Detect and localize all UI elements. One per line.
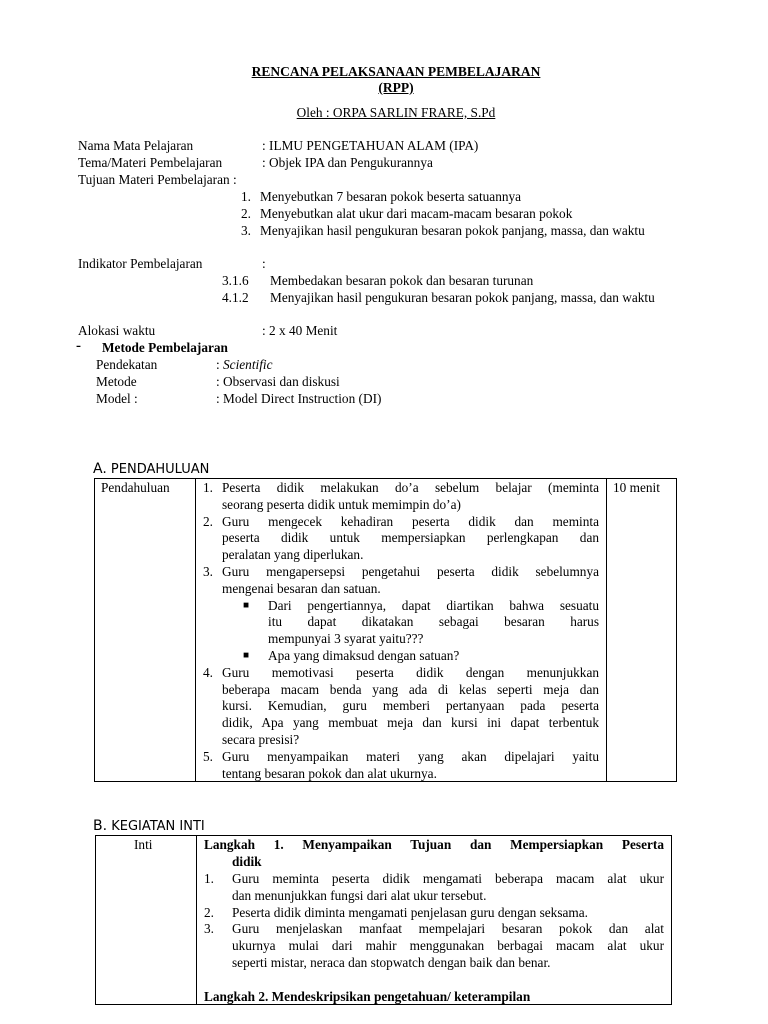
tujuan-num: 1. (241, 189, 251, 204)
metode-dash: - (76, 338, 81, 354)
activity-line (203, 749, 599, 766)
activity-line (204, 888, 664, 905)
activity-line (203, 530, 599, 547)
list-item-text: Peserta didik diminta mengamati penjelasan guru dengan seksama. (232, 904, 588, 920)
activity-line (204, 955, 664, 972)
step1-heading: Langkah 1. Menyampaikan Tujuan dan Mempersiapkan Peserta (204, 837, 664, 852)
pendahuluan-phase-label: Pendahuluan (101, 480, 170, 495)
list-number: 1. (203, 480, 213, 495)
list-item-text: kursi. Kemudian, guru memberi pertanyaan pada peserta (222, 698, 599, 714)
indikator-item: Membedakan besaran pokok dan besaran turunan (270, 273, 534, 288)
list-number: 2. (204, 904, 214, 920)
indikator-label: Indikator Pembelajaran (78, 256, 203, 271)
metode-label: Metode (96, 374, 137, 389)
step2-heading: Langkah 2. Mendeskripsikan pengetahuan/ keterampilan (204, 989, 531, 1004)
list-item-text: dan menunjukkan fungsi dari alat ukur tersebut. (232, 887, 487, 903)
list-item-text: peralatan yang diperlukan. (222, 547, 364, 563)
document-subtitle: (RPP) (378, 80, 414, 95)
activity-line (203, 682, 599, 699)
list-item-text: seperti mistar, neraca dan stopwatch dengan baik dan benar. (232, 955, 551, 970)
model-label: Model : (96, 391, 138, 406)
table-divider (606, 479, 607, 781)
list-number: 3. (203, 564, 213, 579)
activity-line (203, 581, 599, 598)
list-item-text: Peserta didik melakukan do’a sebelum belajar (meminta (222, 480, 599, 495)
list-number: 2. (203, 513, 213, 529)
list-item-text: seorang peserta didik untuk memimpin do’a) (222, 496, 461, 512)
table-divider (196, 836, 197, 1004)
document-title: RENCANA PELAKSANAAN PEMBELAJARAN (251, 64, 541, 79)
list-item-text: mempunyai 3 syarat yaitu??? (268, 631, 424, 647)
pendahuluan-table (94, 478, 677, 782)
tujuan-num: 3. (241, 223, 251, 238)
tema-value: : Objek IPA dan Pengukurannya (262, 155, 433, 170)
tujuan-item: Menyebutkan alat ukur dari macam-macam besaran pokok (260, 206, 573, 221)
activity-line (203, 732, 599, 749)
mapel-value: : ILMU PENGETAHUAN ALAM (IPA) (262, 138, 479, 153)
list-number: 1. (204, 871, 214, 886)
list-item-text: tentang besaran pokok dan alat ukurnya. (222, 765, 437, 781)
activity-line (204, 871, 664, 888)
indikator-code: 3.1.6 (222, 273, 249, 288)
mapel-label: Nama Mata Pelajaran (78, 138, 194, 153)
activity-line (203, 514, 599, 531)
pendekatan-label: Pendekatan (96, 357, 158, 372)
activity-line (203, 564, 599, 581)
inti-table (95, 835, 672, 1005)
list-item-text: Guru mengapersepsi pengetahui peserta didik sebelumnya (222, 564, 599, 579)
activity-line (203, 698, 599, 715)
model-value: : Model Direct Instruction (DI) (216, 391, 382, 406)
activity-line (203, 766, 599, 783)
indikator-item: Menyajikan hasil pengukuran besaran pokok panjang, massa, dan waktu (270, 290, 655, 305)
tema-label: Tema/Materi Pembelajaran (78, 155, 223, 170)
inti-activity-list (204, 871, 664, 976)
list-item-text: Dari pengertiannya, dapat diartikan bahwa sesuatu (268, 597, 599, 613)
tujuan-item: Menyebutkan 7 besaran pokok beserta satuannya (260, 189, 522, 204)
list-number: 3. (204, 921, 214, 937)
tujuan-num: 2. (241, 206, 251, 221)
activity-line (204, 905, 664, 922)
list-item-text: didik, Apa yang membuat meja dan kursi ini dapat terbentuk (222, 715, 599, 731)
square-bullet-icon: ■ (243, 650, 250, 661)
list-item-text: Guru menjelaskan manfaat mempelajari besaran pokok dan alat (232, 921, 664, 937)
section-b-heading: B. KEGIATAN INTI (93, 818, 205, 834)
activity-line (203, 614, 599, 631)
list-item-text: mengenai besaran dan satuan. (222, 580, 381, 596)
list-item-text: itu dapat dikatakan sebagai besaran harus (268, 614, 599, 630)
metode-value: : Observasi dan diskusi (216, 374, 340, 389)
document-author: Oleh : ORPA SARLIN FRARE, S.Pd (296, 105, 496, 120)
list-item-text: Guru memotivasi peserta didik dengan menunjukkan (222, 664, 599, 680)
activity-line (203, 715, 599, 732)
activity-line (203, 497, 599, 514)
list-item-text: ukurnya mulai dari mahir menggunakan berbagai macam alat ukur (232, 938, 664, 954)
list-item-text: Guru meminta peserta didik mengamati beberapa macam alat ukur (232, 871, 664, 886)
square-bullet-icon: ■ (243, 599, 250, 611)
list-item-text: peserta didik untuk mempersiapkan perlengkapan dan (222, 530, 599, 546)
tujuan-label: Tujuan Materi Pembelajaran : (78, 172, 237, 187)
list-item-text: secara presisi? (222, 732, 300, 747)
activity-line (204, 921, 664, 938)
activity-line (203, 598, 599, 615)
indikator-code: 4.1.2 (222, 290, 249, 305)
list-number: 5. (203, 748, 213, 764)
activity-line (203, 631, 599, 648)
tujuan-item: Menyajikan hasil pengukuran besaran pokok panjang, massa, dan waktu (260, 223, 645, 238)
pendahuluan-activity-list (203, 480, 599, 780)
list-item-text: Apa yang dimaksud dengan satuan? (268, 648, 460, 663)
activity-line (203, 547, 599, 564)
list-item-text: beberapa macam benda yang ada di kelas seperti meja dan (222, 681, 599, 697)
pendahuluan-time: 10 menit (613, 480, 660, 495)
pendekatan-value: : Scientific (216, 357, 273, 372)
list-number: 4. (203, 664, 213, 680)
indikator-colon: : (262, 256, 266, 271)
list-item-text: Guru mengecek kehadiran peserta didik dan meminta (222, 513, 599, 529)
metode-heading: Metode Pembelajaran (102, 340, 228, 355)
alokasi-label: Alokasi waktu (78, 323, 156, 338)
activity-line (204, 938, 664, 955)
alokasi-value: : 2 x 40 Menit (262, 323, 338, 338)
section-a-heading: A. PENDAHULUAN (93, 461, 210, 477)
list-item-text: Guru menyampaikan materi yang akan dipelajari yaitu (222, 748, 599, 764)
activity-line (203, 480, 599, 497)
table-divider (195, 479, 196, 781)
step1-heading-cont: didik (232, 854, 262, 869)
activity-line (203, 665, 599, 682)
activity-line (203, 648, 599, 665)
inti-phase-label: Inti (134, 837, 153, 852)
